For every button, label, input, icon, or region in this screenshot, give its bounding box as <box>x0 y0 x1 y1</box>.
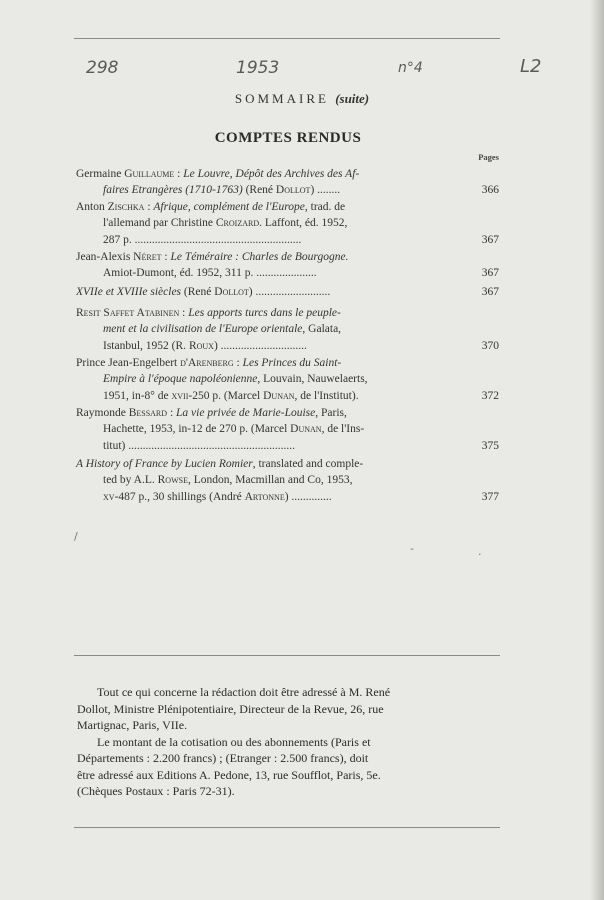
review-entry: Anton Zischka : Afrique, complément de l'Europe, trad. de l'allemand par Christine Croizard. Laffont, éd. 1952, 287 p. .......................................................... 367 <box>76 199 499 248</box>
page-number: 372 <box>481 389 499 402</box>
handwritten-note: n°4 <box>398 60 423 76</box>
top-rule <box>74 38 500 39</box>
bottom-rule <box>74 827 500 828</box>
page-number: 366 <box>481 184 499 197</box>
review-entry: Jean-Alexis Néret : Le Téméraire : Charles de Bourgogne. Amiot-Dumont, éd. 1952, 311 p. ..................... 367 <box>76 249 499 282</box>
handwritten-note: L2 <box>520 56 542 77</box>
review-entry: Resit Saffet Atabinen : Les apports turcs dans le peuple- ment et la civilisation de l'Europe orientale, Galata, Istanbul, 1952 (R. Roux) .............................. 370 <box>76 305 499 354</box>
page-number: 375 <box>481 439 499 452</box>
middle-rule <box>74 655 500 656</box>
page-number: 367 <box>481 233 499 246</box>
pages-column-label: Pages <box>478 152 499 162</box>
review-entry: A History of France by Lucien Romier, translated and comple- ted by A.L. Rowse, London, Macmillan and Co, 1953, xv-487 p., 30 shillings (André Artonne) .............. 377 <box>76 456 499 505</box>
review-entry: Germaine Guillaume : Le Louvre, Dépôt des Archives des Af- faires Etrangères (1710-1763) (René Dollot) ........ 366 <box>76 166 499 199</box>
review-entry: XVIIe et XVIIIe siècles (René Dollot) .......................... 367 <box>76 284 499 300</box>
page-number: 367 <box>481 267 499 280</box>
stray-mark: · <box>478 548 482 561</box>
stray-mark: - <box>410 542 414 555</box>
stray-mark: / <box>74 530 78 543</box>
editorial-notice: Tout ce qui concerne la rédaction doit être adressé à M. René Dollot, Ministre Plénipotentiaire, Directeur de la Revue, 26, rue Martignac, Paris, VIIe. Le montant de la cotisation ou des abonnements (Paris et Départements : 2.200 francs) ; (Etranger : 2.500 francs), doit être adressé aux Editions A. Pedone, 13, rue Soufflot, Paris, 5e. (Chèques Postaux : Paris 72-31). <box>77 685 391 798</box>
section-title: COMPTES RENDUS <box>214 130 362 146</box>
page-edge <box>590 0 604 900</box>
review-entry: Raymonde Bessard : La vie privée de Marie-Louise, Paris, Hachette, 1953, in-12 de 270 p. (Marcel Dunan, de l'Ins- titut) .......................................................... 375 <box>76 405 499 454</box>
page-title: SOMMAIRE (suite) <box>234 91 370 106</box>
review-entry: Prince Jean-Engelbert d'Arenberg : Les Princes du Saint- Empire à l'époque napoléonienne, Louvain, Nauwelaerts, 1951, in-8° de xvii-250 p. (Marcel Dunan, de l'Institut). 372 <box>76 355 499 404</box>
handwritten-note: 298 <box>86 58 119 78</box>
handwritten-note: 1953 <box>236 58 280 78</box>
page-number: 370 <box>481 339 499 352</box>
page-number: 377 <box>481 490 499 503</box>
page-number: 367 <box>481 286 499 298</box>
